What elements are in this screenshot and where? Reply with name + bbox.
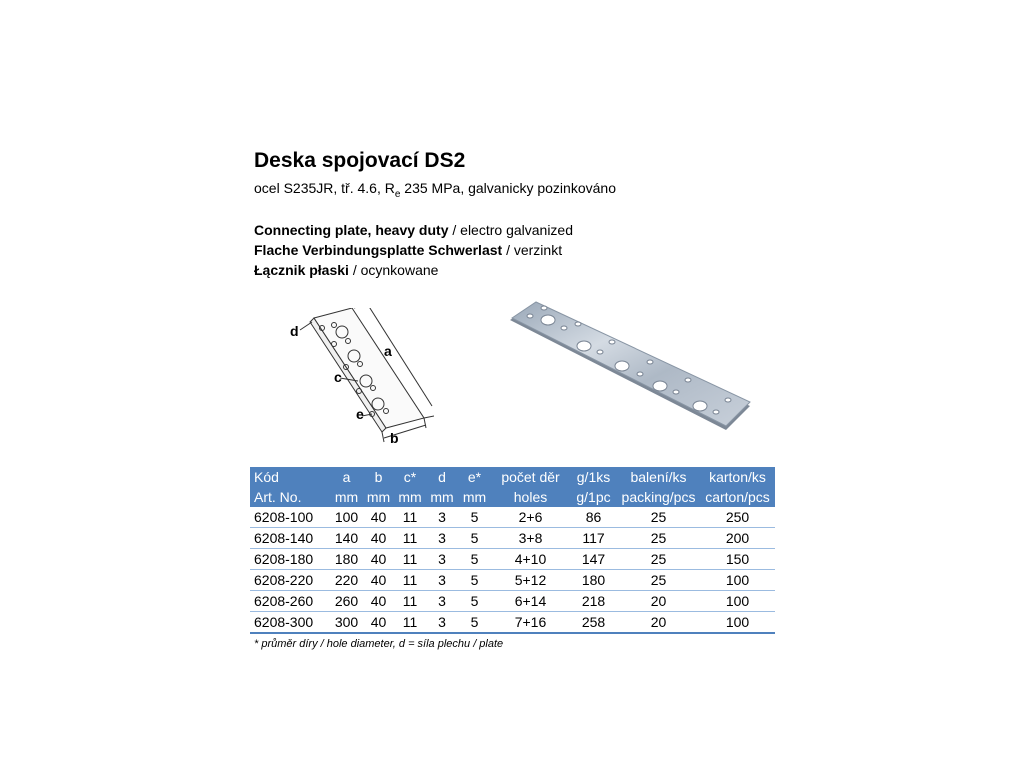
table-row [250,570,775,591]
material-spec-subscript: e [394,188,401,200]
diagram-label-d: d [290,323,299,339]
table-cell: 100 [700,591,775,612]
table-cell: 180 [330,549,363,570]
table-cell: 5 [458,612,491,634]
table-cell: 5 [458,549,491,570]
table-cell: 260 [330,591,363,612]
header-cell: holes [491,487,570,507]
table-cell: 180 [570,570,617,591]
table-cell: 11 [394,570,426,591]
header-cell: Art. No. [250,487,330,507]
diagram-label-e: e [356,406,364,422]
table-cell: 147 [570,549,617,570]
table-cell: 3 [426,612,458,634]
header-cell: mm [458,487,491,507]
header-cell: d [426,467,458,487]
product-title: Deska spojovací DS2 [254,149,466,172]
table-cell: 25 [617,570,700,591]
table-cell: 40 [363,507,394,528]
table-cell: 20 [617,591,700,612]
spec-table-header [250,467,775,507]
header-row [250,467,775,487]
table-cell: 200 [700,528,775,549]
translation-english-finish: / electro galvanized [448,222,574,238]
table-cell: 3 [426,507,458,528]
header-cell: karton/ks [700,467,775,487]
header-cell: packing/pcs [617,487,700,507]
article-number-cell: 6208-300 [250,612,330,634]
table-cell: 11 [394,591,426,612]
article-number-cell: 6208-100 [250,507,330,528]
table-cell: 100 [700,570,775,591]
spec-table-body [250,507,775,633]
table-cell: 40 [363,591,394,612]
translation-english-name: Connecting plate, heavy duty [254,222,449,238]
table-cell: 5 [458,507,491,528]
article-number-cell: 6208-220 [250,570,330,591]
header-cell: mm [394,487,426,507]
material-spec [254,180,616,200]
table-cell: 7+16 [491,612,570,634]
diagram-label-b: b [390,430,399,446]
header-cell: b [363,467,394,487]
translation-german-name: Flache Verbindungsplatte Schwerlast [254,242,503,258]
translation-polish-finish: / ocynkowane [348,262,439,278]
table-cell: 3 [426,591,458,612]
material-spec-part2: 235 MPa, galvanicky pozinkováno [400,180,616,196]
table-cell: 4+10 [491,549,570,570]
table-cell: 6+14 [491,591,570,612]
header-cell: e* [458,467,491,487]
header-cell: g/1pc [570,487,617,507]
header-cell: carton/pcs [700,487,775,507]
table-cell: 220 [330,570,363,591]
table-cell: 5 [458,570,491,591]
table-cell: 40 [363,570,394,591]
table-cell: 3 [426,528,458,549]
table-cell: 300 [330,612,363,634]
table-cell: 218 [570,591,617,612]
table-cell: 25 [617,528,700,549]
table-cell: 258 [570,612,617,634]
header-cell: g/1ks [570,467,617,487]
product-photo [500,294,760,454]
translation-german-finish: / verzinkt [502,242,563,258]
table-cell: 100 [700,612,775,634]
table-cell: 40 [363,528,394,549]
header-cell: a [330,467,363,487]
table-cell: 5 [458,591,491,612]
table-row [250,507,775,528]
table-row [250,612,775,634]
header-row [250,487,775,507]
table-cell: 5+12 [491,570,570,591]
table-row [250,591,775,612]
material-spec-part1: ocel S235JR, tř. 4.6, R [254,180,395,196]
table-cell: 11 [394,528,426,549]
table-row [250,528,775,549]
header-cell: mm [330,487,363,507]
table-cell: 117 [570,528,617,549]
table-cell: 86 [570,507,617,528]
table-cell: 11 [394,612,426,634]
table-cell: 40 [363,549,394,570]
translation-english [254,222,573,238]
diagram-label-c: c [334,369,342,385]
table-cell: 11 [394,507,426,528]
header-cell: c* [394,467,426,487]
table-cell: 25 [617,507,700,528]
footnote: * průměr díry / hole diameter, d = síla plechu / plate [254,638,504,650]
table-cell: 20 [617,612,700,634]
spec-table [250,467,775,634]
table-cell: 150 [700,549,775,570]
plate-dimension-diagram [284,308,434,454]
table-cell: 2+6 [491,507,570,528]
header-cell: počet děr [491,467,570,487]
table-cell: 3 [426,570,458,591]
table-cell: 5 [458,528,491,549]
table-cell: 3 [426,549,458,570]
article-number-cell: 6208-180 [250,549,330,570]
translation-german [254,242,562,258]
header-cell: balení/ks [617,467,700,487]
table-row [250,549,775,570]
table-cell: 11 [394,549,426,570]
header-cell: mm [363,487,394,507]
table-cell: 140 [330,528,363,549]
diagram-label-a: a [384,343,392,359]
table-cell: 40 [363,612,394,634]
article-number-cell: 6208-140 [250,528,330,549]
header-cell: mm [426,487,458,507]
table-cell: 100 [330,507,363,528]
table-cell: 25 [617,549,700,570]
translation-polish [254,262,438,278]
header-cell: Kód [250,467,330,487]
translation-polish-name: Łącznik płaski [254,262,349,278]
article-number-cell: 6208-260 [250,591,330,612]
table-cell: 3+8 [491,528,570,549]
table-cell: 250 [700,507,775,528]
